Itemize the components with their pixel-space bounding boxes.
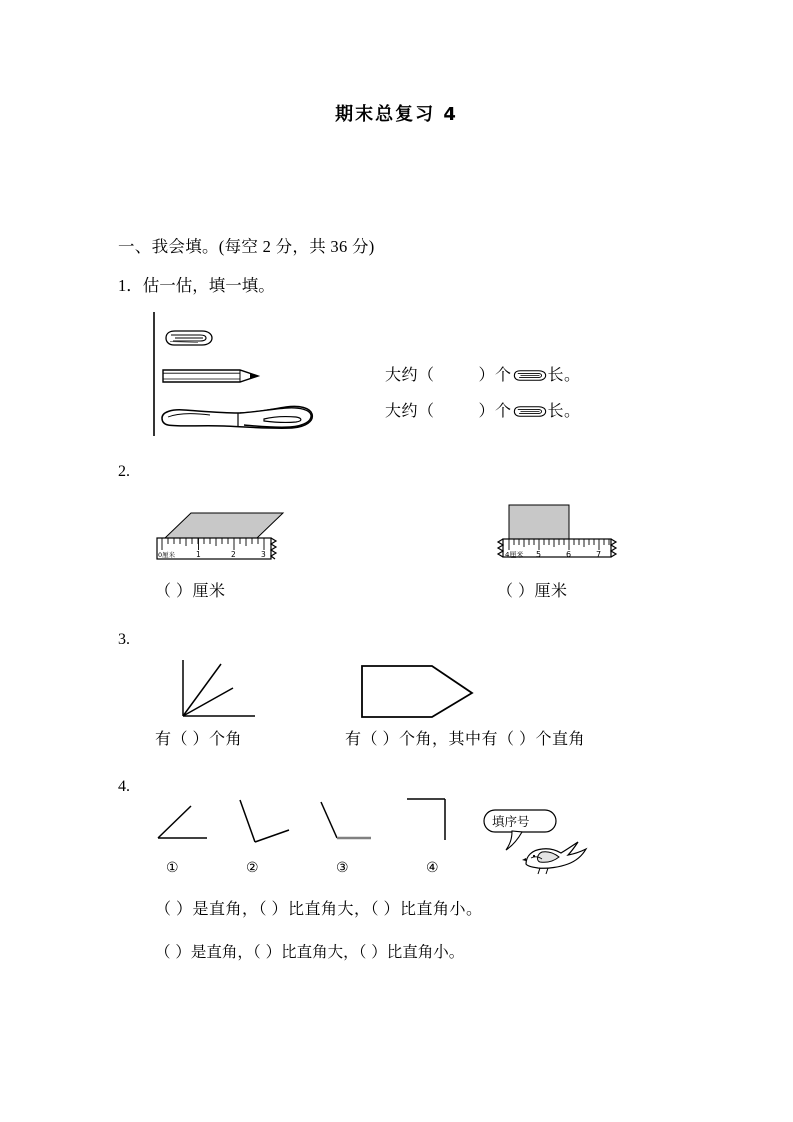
ruler-label-3: 3 — [261, 550, 266, 559]
angle-rays — [183, 660, 255, 716]
question-3-angles-figure — [175, 658, 265, 720]
ruler-label-6: 6 — [566, 550, 572, 559]
ruler-label-0: 0厘米 — [158, 551, 176, 559]
paperclip-icon — [513, 369, 547, 382]
hint-bubble-text: 填序号 — [492, 814, 530, 829]
question-4-label-3: ③ — [336, 861, 350, 876]
question-4-answer-line-2: （ ）是直角，（ ）比直角大，（ ）比直角小。 — [155, 943, 465, 961]
pencil-icon — [163, 370, 258, 382]
ruler-torn-edge-right — [611, 539, 616, 557]
question-4-label-1: ① — [166, 861, 180, 876]
measured-shape — [509, 505, 569, 539]
question-4-hint-group — [482, 806, 594, 876]
question-1-text: 估一估，填一填。 — [142, 276, 275, 295]
ruler-torn-edge — [271, 538, 276, 559]
question-4-angle-3 — [315, 798, 373, 846]
ruler-label-1: 1 — [196, 550, 201, 559]
question-2-left-answer: （ ）厘米 — [155, 583, 226, 600]
ruler-label-7: 7 — [596, 550, 602, 559]
ruler-label-2: 2 — [231, 550, 236, 559]
question-4-angle-4 — [405, 794, 457, 844]
question-2-left-figure — [155, 505, 290, 560]
arrow-pentagon — [362, 666, 472, 717]
peeler-icon — [162, 406, 312, 428]
q1-line2-suffix: 长。 — [547, 403, 581, 420]
ruler-label-5: 5 — [536, 550, 542, 559]
page-title: 期末总复习 4 — [335, 104, 458, 125]
question-3-left-answer: 有（ ）个角 — [155, 731, 243, 748]
question-1-number: 1． — [118, 276, 143, 295]
question-2-right-answer: （ ）厘米 — [497, 583, 568, 600]
question-2-right-figure — [497, 500, 622, 560]
ruler-label-4: 4厘米 — [505, 551, 524, 559]
question-4-answer-line-1: （ ）是直角，（ ）比直角大，（ ）比直角小。 — [155, 901, 483, 918]
measured-shape — [165, 513, 283, 538]
q1-line1-mid: ）个 — [478, 367, 512, 384]
q1-line1-suffix: 长。 — [547, 367, 581, 384]
question-4-label-4: ④ — [426, 861, 440, 876]
question-1-answer-line-1 — [385, 362, 581, 385]
question-1-answer-line-2 — [385, 398, 581, 421]
question-2-number: 2. — [118, 463, 130, 480]
q1-line2-prefix: 大约（ — [385, 403, 435, 420]
question-3-right-answer: 有（ ）个角，其中有（ ）个直角 — [345, 731, 586, 748]
question-3-pentagon-figure — [358, 660, 483, 720]
speech-bubble-tail — [506, 831, 522, 850]
question-4-label-2: ② — [246, 861, 260, 876]
q1-line2-mid: ）个 — [478, 403, 512, 420]
question-1-prompt — [118, 272, 275, 296]
paperclip-icon — [166, 331, 212, 345]
question-3-number: 3. — [118, 631, 130, 648]
section-heading-fill-in: 一、我会填。(每空 2 分，共 36 分) — [118, 237, 375, 256]
question-4-angle-2 — [235, 796, 293, 848]
ruler-torn-edge-left — [498, 539, 503, 557]
q1-line1-prefix: 大约（ — [385, 367, 435, 384]
question-4-number: 4. — [118, 778, 130, 795]
bird-icon — [522, 842, 586, 874]
paperclip-icon — [513, 405, 547, 418]
question-4-angle-1 — [155, 800, 213, 845]
